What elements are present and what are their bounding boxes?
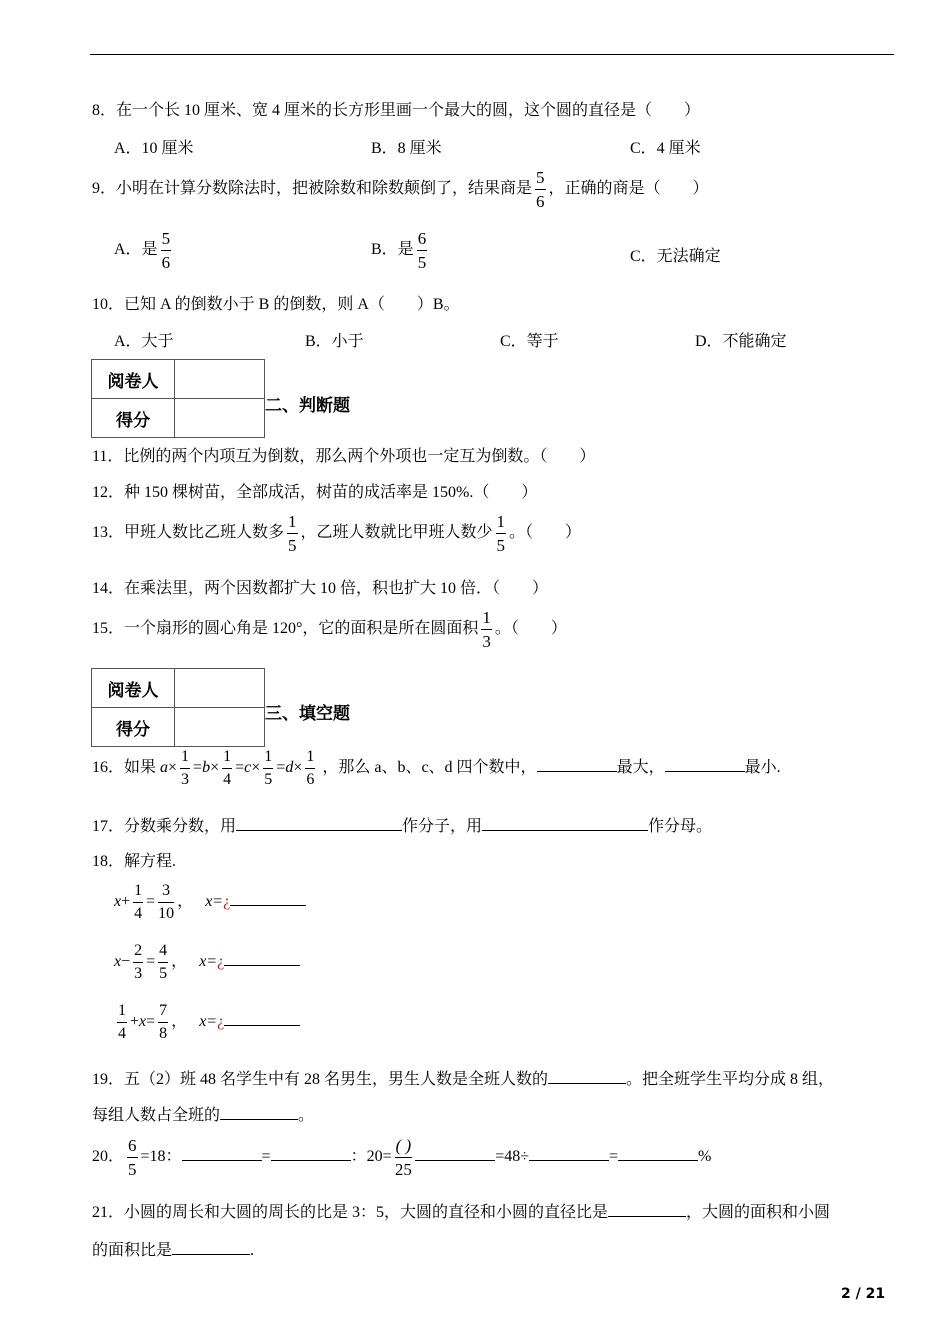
- equation-3-fraction-2: $\frac{7}{8}$: [159, 1002, 168, 1042]
- question-16-fraction-3: $\frac{1}{5}$: [264, 748, 273, 788]
- question-8-option-c: C．4 厘米: [630, 140, 701, 157]
- question-9-stem: [92, 169, 709, 210]
- inverted-question-glyph: ¿: [217, 1013, 225, 1031]
- reviewer-label: 阅卷人: [92, 360, 175, 399]
- question-16-fraction-4: $\frac{1}{6}$: [306, 748, 315, 788]
- question-8-stem: 8．在一个长 10 厘米、宽 4 厘米的长方形里画一个最大的圆，这个圆的直径是（ ）: [92, 102, 701, 119]
- question-16: 16．如果 a× $\frac{1}{3}$ =b× $\frac{1}{4}$ =c× $\frac{1}{5}$ =d× $\frac{1}{6}$ ，那么 a、b、c、d 四个数中， 最大， 最小.: [92, 748, 781, 788]
- question-16-fraction-1: $\frac{1}{3}$: [181, 748, 190, 788]
- question-9-option-a-fraction: $\frac{5}{6}$: [161, 229, 171, 272]
- question-9-fraction: $\frac{5}{6}$: [536, 168, 545, 211]
- score-cell[interactable]: [175, 708, 265, 747]
- question-16-fraction-2: $\frac{1}{4}$: [223, 748, 232, 788]
- question-17: 17．分数乘分数，用 作分子，用 作分母。: [92, 813, 712, 836]
- answer-blank[interactable]: [548, 1068, 626, 1084]
- answer-blank[interactable]: [665, 756, 745, 772]
- answer-blank[interactable]: [236, 815, 402, 831]
- answer-blank[interactable]: [271, 1145, 351, 1161]
- question-20-paren-fraction: $\frac{( )}{25}$: [394, 1136, 412, 1179]
- question-13: 13．甲班人数比乙班人数多 $\frac{1}{5}$ ，乙班人数就比甲班人数少 $\frac{1}{5}$ 。（ ）: [92, 512, 582, 555]
- answer-blank[interactable]: [182, 1145, 262, 1161]
- answer-blank[interactable]: [224, 1010, 300, 1026]
- reviewer-cell[interactable]: [175, 669, 265, 708]
- answer-blank[interactable]: [230, 890, 306, 906]
- equation-2-fraction-1: $\frac{2}{3}$: [134, 942, 143, 982]
- equation-3: $\frac{1}{4}$ +x= $\frac{7}{8}$ ， x=¿: [114, 1003, 300, 1042]
- answer-blank[interactable]: [608, 1201, 686, 1217]
- reviewer-label: 阅卷人: [92, 669, 175, 708]
- question-9-text-before: 9．小明在计算分数除法时，把被除数和除数颠倒了，结果商是: [92, 180, 533, 198]
- question-8-option-a: A．10 厘米: [114, 140, 194, 157]
- answer-blank[interactable]: [220, 1104, 298, 1120]
- question-18-stem: 18．解方程.: [92, 853, 177, 870]
- question-20: 20． $\frac{6}{5}$ =18： = ：20= $\frac{( )}{25}$ =48÷ = %: [92, 1136, 712, 1179]
- reviewer-cell[interactable]: [175, 360, 265, 399]
- grader-table: [91, 359, 265, 438]
- question-10-stem: 10．已知 A 的倒数小于 B 的倒数，则 A（ ）B。: [92, 296, 460, 313]
- score-cell[interactable]: [175, 399, 265, 438]
- section-title-fill-blank: 三、填空题: [265, 704, 350, 724]
- question-10-option-b: B．小于: [305, 333, 364, 350]
- question-19-line-1: 19．五（2）班 48 名学生中有 28 名男生，男生人数是全班人数的 。把全班学生平均分成 8 组，: [92, 1066, 834, 1089]
- equation-1-fraction-2: $\frac{3}{10}$: [158, 882, 175, 922]
- question-10-option-a: A．大于: [114, 333, 174, 350]
- equation-1: x+ $\frac{1}{4}$ = $\frac{3}{10}$ ， x=¿: [114, 883, 306, 922]
- answer-blank[interactable]: [224, 950, 300, 966]
- question-10-option-c: C．等于: [500, 333, 559, 350]
- equation-2-fraction-2: $\frac{4}{5}$: [159, 942, 168, 982]
- answer-blank[interactable]: [415, 1145, 495, 1161]
- equation-1-fraction-1: $\frac{1}{4}$: [134, 882, 143, 922]
- question-21-line-1: 21．小圆的周长和大圆的周长的比是 3：5，大圆的直径和小圆的直径比是 ，大圆的面积和小圆: [92, 1199, 830, 1222]
- question-13-fraction-2: $\frac{1}{5}$: [496, 512, 506, 555]
- answer-blank[interactable]: [172, 1239, 250, 1255]
- question-19-line-2: 每组人数占全班的 。: [92, 1102, 314, 1125]
- question-8-option-b: B．8 厘米: [371, 140, 442, 157]
- question-15: 15．一个扇形的圆心角是 120°，它的面积是所在圆面积 $\frac{1}{3}$ 。（ ）: [92, 608, 567, 651]
- inverted-question-glyph: ¿: [217, 953, 225, 971]
- question-9-text-after: ，正确的商是（ ）: [548, 180, 709, 198]
- equation-2: x− $\frac{2}{3}$ = $\frac{4}{5}$ ， x=¿: [114, 943, 300, 982]
- score-label: 得分: [92, 399, 175, 438]
- question-9-option-b-fraction: $\frac{6}{5}$: [417, 229, 427, 272]
- question-21-line-2: 的面积比是 .: [92, 1237, 254, 1260]
- question-9-option-a: A．是 $\frac{5}{6}$: [114, 229, 171, 272]
- section-title-judgement: 二、判断题: [265, 396, 350, 416]
- question-15-fraction: $\frac{1}{3}$: [482, 608, 491, 651]
- answer-blank[interactable]: [537, 756, 617, 772]
- question-10-option-d: D．不能确定: [695, 333, 787, 350]
- question-9-option-b: B．是 $\frac{6}{5}$: [371, 229, 427, 272]
- question-13-fraction-1: $\frac{1}{5}$: [288, 512, 297, 555]
- question-14: 14．在乘法里，两个因数都扩大 10 倍，积也扩大 10 倍．（ ）: [92, 580, 549, 597]
- equation-3-fraction-1: $\frac{1}{4}$: [118, 1002, 126, 1042]
- header-rule: [90, 54, 894, 55]
- question-20-fraction: $\frac{6}{5}$: [128, 1136, 137, 1179]
- question-11: 11．比例的两个内项互为倒数，那么两个外项也一定互为倒数。（ ）: [92, 448, 596, 465]
- inverted-question-glyph: ¿: [223, 893, 231, 911]
- answer-blank[interactable]: [529, 1145, 609, 1161]
- question-12: 12．种 150 棵树苗，全部成活，树苗的成活率是 150%.（ ）: [92, 484, 538, 501]
- score-label: 得分: [92, 708, 175, 747]
- answer-blank[interactable]: [618, 1145, 698, 1161]
- page-number: 2 / 21: [841, 1286, 886, 1302]
- grader-table: [91, 668, 265, 747]
- answer-blank[interactable]: [482, 815, 648, 831]
- question-9-option-c: C．无法确定: [630, 248, 721, 265]
